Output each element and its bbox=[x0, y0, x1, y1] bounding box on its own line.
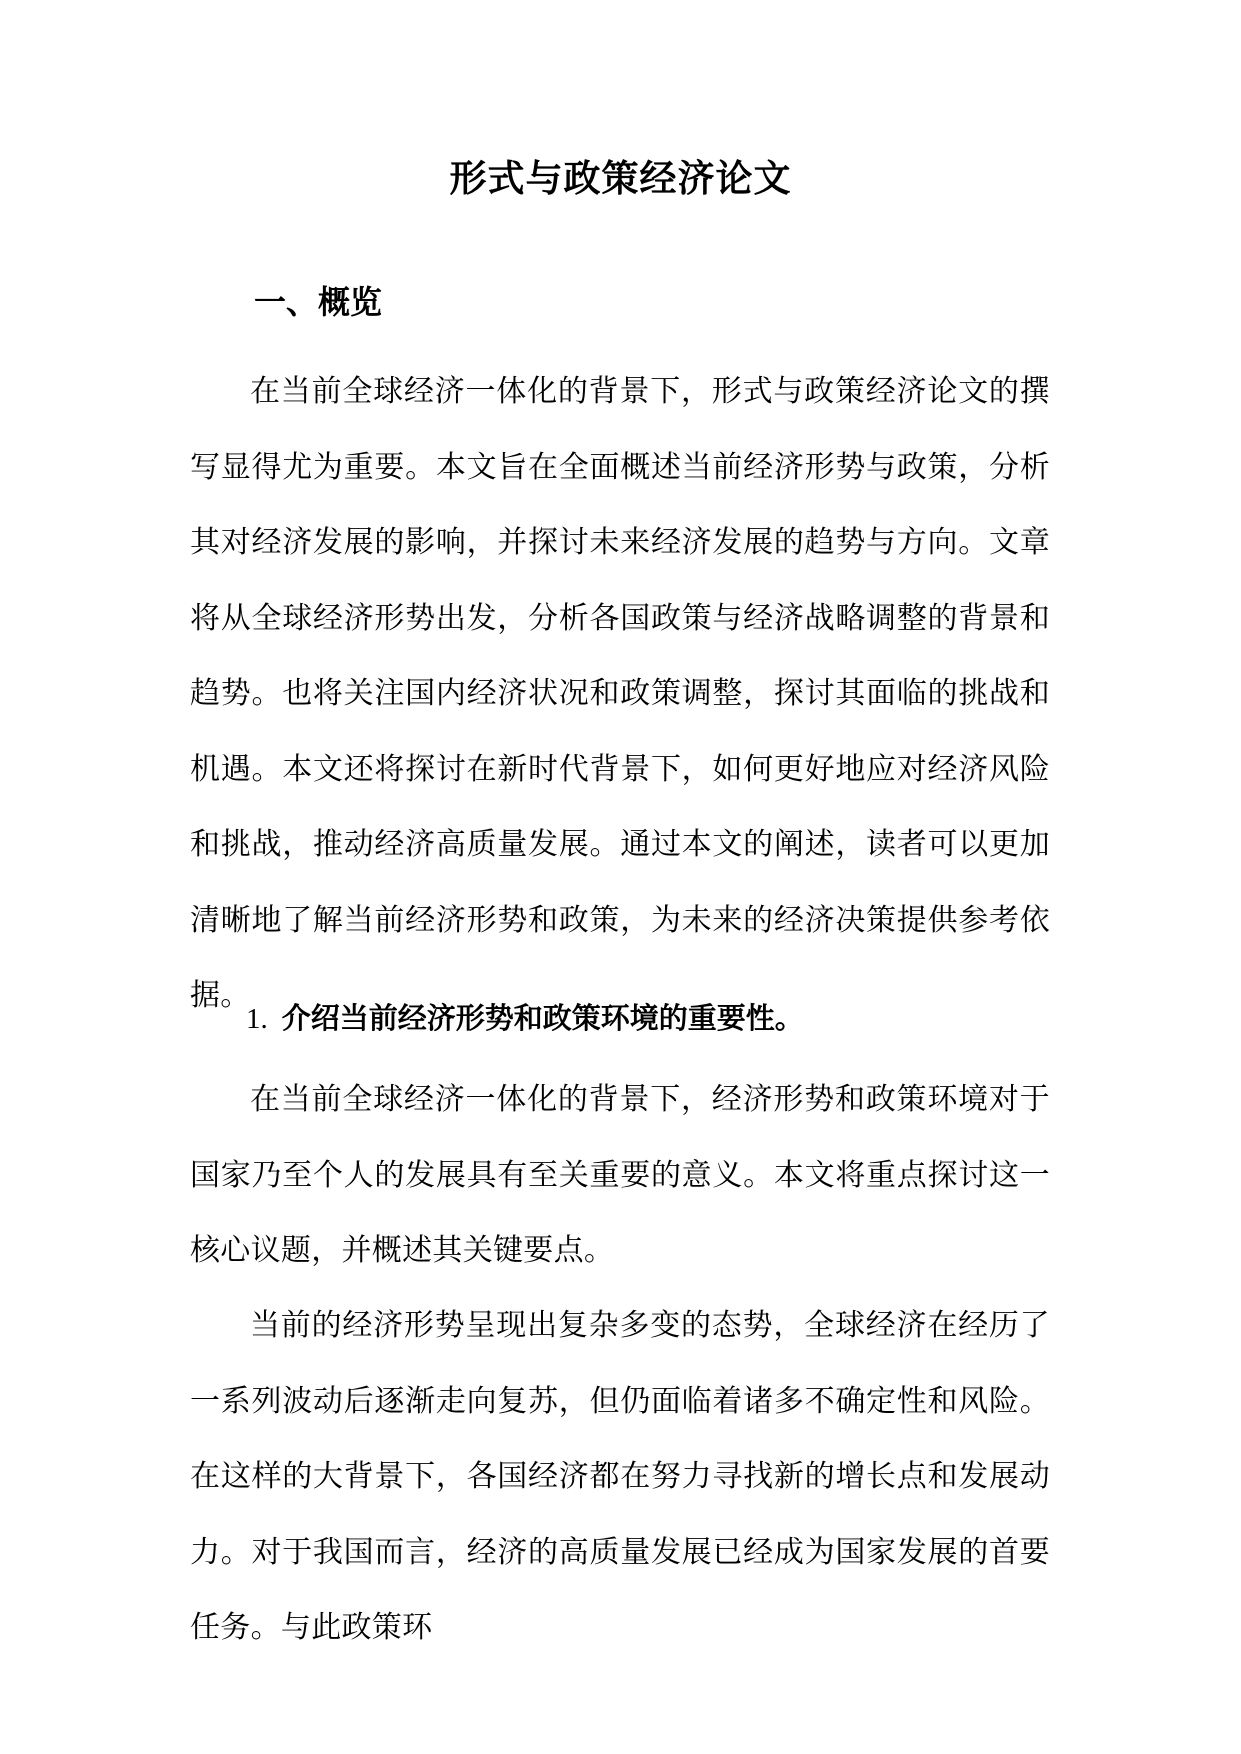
subsection-heading bbox=[246, 988, 804, 1049]
subsection-paragraph-1: 在当前全球经济一体化的背景下，经济形势和政策环境对于国家乃至个人的发展具有至关重要的意义。本文将重点探讨这一核心议题，并概述其关键要点。 bbox=[190, 1082, 1050, 1268]
overview-paragraph: 在当前全球经济一体化的背景下，形式与政策经济论文的撰写显得尤为重要。本文旨在全面概述当前经济形势与政策，分析其对经济发展的影响，并探讨未来经济发展的趋势与方向。文章将从全球经济形势出发，分析各国政策与经济战略调整的背景和趋势。也将关注国内经济状况和政策调整，探讨其面临的挑战和机遇。本文还将探讨在新时代背景下，如何更好地应对经济风险和挑战，推动经济高质量发展。通过本文的阐述，读者可以更加清晰地了解当前经济形势和政策，为未来的经济决策提供参考依据。 bbox=[190, 374, 1050, 1013]
subsection-number: 1. bbox=[246, 1003, 268, 1035]
subsection-paragraph-2: 当前的经济形势呈现出复杂多变的态势，全球经济在经历了一系列波动后逐渐走向复苏，但仍面临着诸多不确定性和风险。在这样的大背景下，各国经济都在努力寻找新的增长点和发展动力。对于我国而言，经济的高质量发展已经成为国家发展的首要任务。与此政策环 bbox=[190, 1308, 1050, 1645]
section-heading-overview: 一、概览 bbox=[254, 283, 383, 321]
subsection-title: 介绍当前经济形势和政策环境的重要性。 bbox=[281, 1001, 804, 1035]
document-title: 形式与政策经济论文 bbox=[449, 156, 792, 200]
